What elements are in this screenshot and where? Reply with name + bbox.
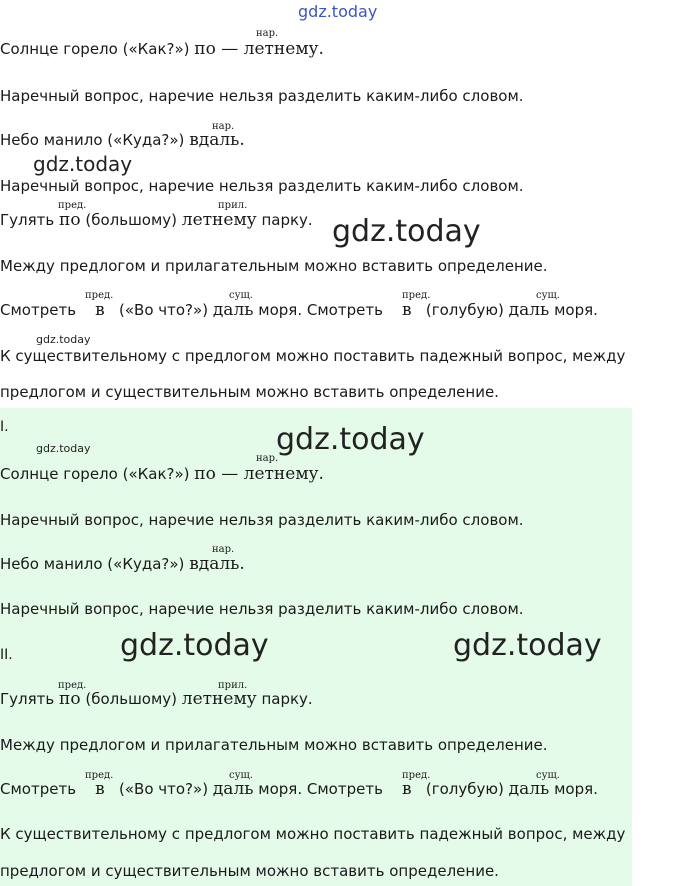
sentence-line bbox=[0, 780, 598, 798]
section-number: I. bbox=[0, 419, 9, 435]
part-of-speech-label: пред. bbox=[402, 770, 431, 781]
watermark: gdz.today bbox=[33, 152, 133, 176]
watermark: gdz.today bbox=[120, 628, 269, 663]
sentence-text: (большому) bbox=[85, 211, 178, 229]
part-of-speech-label: прил. bbox=[218, 200, 248, 211]
watermark-top: gdz.today bbox=[298, 2, 378, 21]
part-of-speech-label: нар. bbox=[212, 121, 235, 132]
explanation-line: Между предлогом и прилагательным можно вставить определение. bbox=[0, 257, 548, 275]
sentence-text: («Во что?») bbox=[119, 780, 209, 798]
sentence-text: (голубую) bbox=[425, 780, 504, 798]
part-of-speech-label: пред. bbox=[402, 290, 431, 301]
sentence-line bbox=[0, 40, 324, 58]
watermark: gdz.today bbox=[453, 628, 602, 663]
sentence-line bbox=[0, 131, 245, 149]
part-of-speech-label: пред. bbox=[58, 200, 87, 211]
explanation-line: Наречный вопрос, наречие нельзя разделить каким-либо словом. bbox=[0, 87, 524, 105]
sentence-text: Небо манило («Куда?») bbox=[0, 131, 185, 149]
part-of-speech-label: пред. bbox=[85, 770, 114, 781]
sentence-word: вдаль. bbox=[189, 554, 245, 574]
sentence-text: (голубую) bbox=[425, 301, 504, 319]
explanation-line: предлогом и существительным можно вставить определение. bbox=[0, 383, 499, 401]
sentence-word: в bbox=[95, 779, 105, 799]
explanation-line: Наречный вопрос, наречие нельзя разделить каким-либо словом. bbox=[0, 600, 524, 618]
sentence-text: Солнце горело («Как?») bbox=[0, 40, 190, 58]
sentence-line bbox=[0, 555, 245, 573]
sentence-line bbox=[0, 211, 313, 229]
sentence-text: моря. bbox=[554, 780, 598, 798]
part-of-speech-label: пред. bbox=[85, 290, 114, 301]
sentence-line bbox=[0, 465, 324, 483]
explanation-line: К существительному с предлогом можно поставить падежный вопрос, между bbox=[0, 347, 626, 365]
sentence-text: моря. Смотреть bbox=[258, 780, 383, 798]
sentence-text: парку. bbox=[261, 690, 313, 708]
sentence-text: парку. bbox=[261, 211, 313, 229]
sentence-word: по — летнему. bbox=[194, 39, 324, 59]
sentence-line bbox=[0, 690, 313, 708]
sentence-word: по bbox=[59, 210, 81, 230]
sentence-word: в bbox=[401, 300, 412, 320]
sentence-text: Солнце горело («Как?») bbox=[0, 465, 190, 483]
sentence-word: летнему bbox=[181, 210, 257, 230]
part-of-speech-label: сущ. bbox=[536, 770, 560, 781]
part-of-speech-label: сущ. bbox=[229, 290, 253, 301]
watermark: gdz.today bbox=[36, 442, 91, 455]
explanation-line: Наречный вопрос, наречие нельзя разделить каким-либо словом. bbox=[0, 511, 524, 529]
sentence-word: даль bbox=[212, 779, 254, 799]
sentence-line bbox=[0, 301, 598, 319]
explanation-line: предлогом и существительным можно вставить определение. bbox=[0, 862, 499, 880]
watermark: gdz.today bbox=[36, 333, 91, 346]
part-of-speech-label: нар. bbox=[256, 453, 279, 464]
sentence-text: Смотреть bbox=[0, 301, 77, 319]
sentence-text: (большому) bbox=[85, 690, 178, 708]
sentence-word: летнему bbox=[181, 689, 257, 709]
part-of-speech-label: прил. bbox=[218, 680, 248, 691]
sentence-text: Небо манило («Куда?») bbox=[0, 555, 185, 573]
watermark: gdz.today bbox=[276, 422, 425, 457]
part-of-speech-label: пред. bbox=[58, 680, 87, 691]
sentence-word: в bbox=[401, 779, 412, 799]
sentence-text: моря. Смотреть bbox=[258, 301, 383, 319]
part-of-speech-label: нар. bbox=[256, 28, 279, 39]
sentence-text: Смотреть bbox=[0, 780, 77, 798]
sentence-word: даль bbox=[508, 300, 550, 320]
sentence-word: в bbox=[95, 300, 105, 320]
explanation-line: Между предлогом и прилагательным можно вставить определение. bbox=[0, 736, 548, 754]
sentence-text: моря. bbox=[554, 301, 598, 319]
explanation-line: Наречный вопрос, наречие нельзя разделить каким-либо словом. bbox=[0, 177, 524, 195]
sentence-word: вдаль. bbox=[189, 130, 245, 150]
sentence-text: («Во что?») bbox=[119, 301, 209, 319]
part-of-speech-label: сущ. bbox=[229, 770, 253, 781]
sentence-word: по — летнему. bbox=[194, 464, 324, 484]
sentence-text: Гулять bbox=[0, 211, 55, 229]
sentence-word: даль bbox=[212, 300, 254, 320]
sentence-word: даль bbox=[508, 779, 550, 799]
part-of-speech-label: нар. bbox=[212, 544, 235, 555]
section-number: II. bbox=[0, 647, 13, 663]
explanation-line: К существительному с предлогом можно поставить падежный вопрос, между bbox=[0, 825, 626, 843]
sentence-text: Гулять bbox=[0, 690, 55, 708]
sentence-word: по bbox=[59, 689, 81, 709]
part-of-speech-label: сущ. bbox=[536, 290, 560, 301]
watermark: gdz.today bbox=[332, 214, 481, 249]
